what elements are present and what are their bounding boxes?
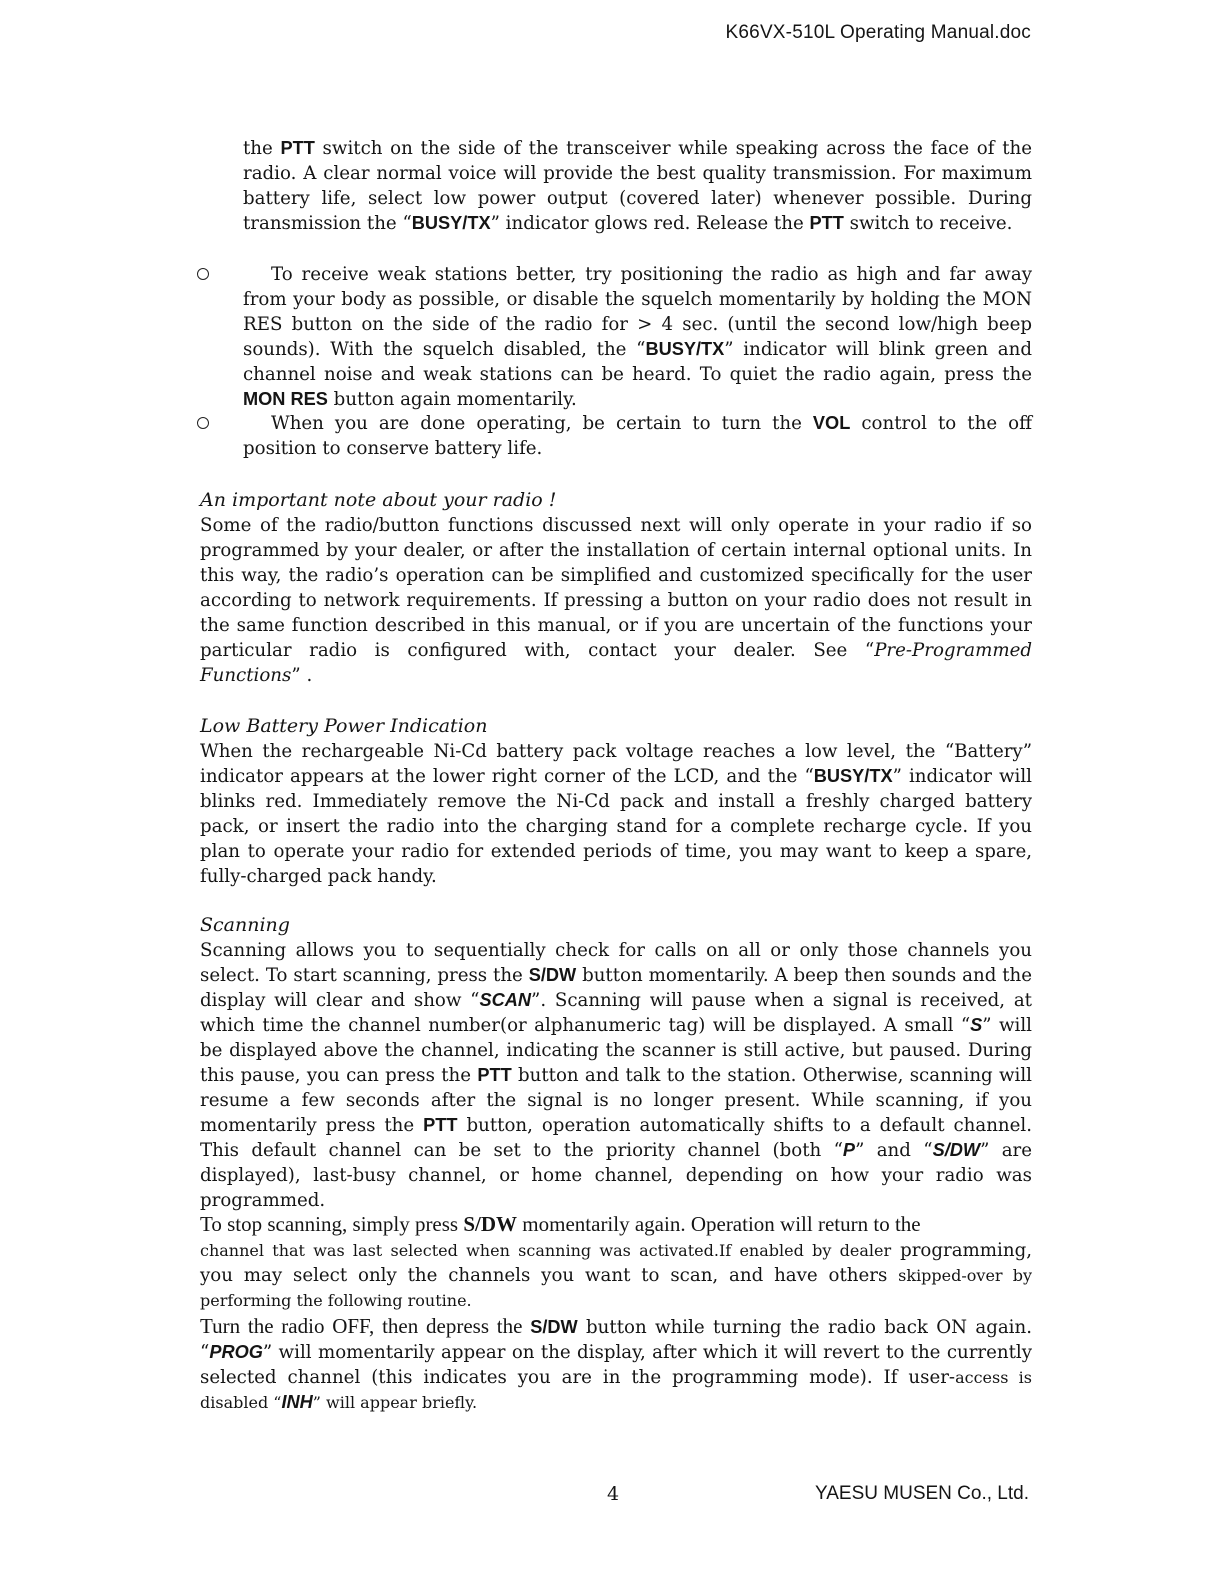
scanning-paragraph: Scanning allows you to sequentially check for calls on all or only those channels you select. To start scanning, press the S/DW button momentarily. A beep then sounds and the display will clear and show “SCAN”. Scanning will pause when a signal is received, at which time the channel number(or alphanumeric tag) will be displayed. A small “S” will be displayed above the channel, indicating the scanner is still active, but paused. During this pause, you can press the PTT button and talk to the station. Otherwise, scanning will resume a few seconds after the signal is no longer present. While scanning, if you momentarily press the PTT button, operation automatically shifts to a default channel. This default channel can be set to the priority channel (both “P” and “S/DW” are displayed), last-busy channel, or home channel, depending on how your radio was programmed. — [200, 940, 1033, 1211]
company-footer: YAESU MUSEN Co., Ltd. — [815, 1483, 1029, 1504]
bullet-item-weak-stations: To receive weak stations better, try positioning the radio as high and far away from your body as possible, or disable the squelch momentarily by holding the MON RES button on the side of the radio for > 4 sec. (until the second low/high beep sounds). With the squelch disabled, the “BUSY/TX” indicator will blink green and channel noise and weak stations can be heard. To quiet the radio again, press the MON RES button again momentarily. — [243, 262, 1032, 412]
intro-paragraph: the PTT switch on the side of the transceiver while speaking across the face of the radio. A clear normal voice will provide the best quality transmission. For maximum battery life, select low power output (covered later) whenever possible. During transmission the “BUSY/TX” indicator glows red. Release the PTT switch to receive. — [243, 138, 1032, 234]
important-note-paragraph: Some of the radio/button functions discussed next will only operate in your radio if so programmed by your dealer, or after the installation of certain internal optional units. In this way, the radio’s operation can be simplified and customized specifically for the user according to network requirements. If pressing a button on your radio does not result in the same function described in this manual, or if you are uncertain of the functions your particular radio is configured with, contact your dealer. See “Pre-Programmed Functions” . — [200, 515, 1032, 686]
circle-bullet-icon — [197, 268, 209, 280]
low-battery-paragraph: When the rechargeable Ni-Cd battery pack voltage reaches a low level, the “Battery” indicator appears at the lower right corner of the LCD, and the “BUSY/TX” indicator will blinks red. Immediately remove the Ni-Cd pack and install a freshly charged battery pack, or insert the radio into the charging stand for a complete recharge cycle. If you plan to operate your radio for extended periods of time, you may want to keep a spare, fully-charged pack handy. — [200, 741, 1032, 887]
page-number: 4 — [607, 1483, 620, 1505]
section-heading-important-note: An important note about your radio ! — [200, 489, 557, 511]
document-header: K66VX-510L Operating Manual.doc — [725, 22, 1031, 43]
stop-scanning-paragraph: To stop scanning, simply press S/DW momentarily again. Operation will return to the channel that was last selected when scanning was activated.If enabled by dealer programming, you may select only the channels you want to scan, and have others skipped-over by performing the following routine. — [200, 1212, 1033, 1310]
programming-routine-paragraph: Turn the radio OFF, then depress the S/DW button while turning the radio back ON again. “PROG” will momentarily appear on the display, after which it will revert to the currently selected channel (this indicates you are in the programming mode). If user-access is disabled “INH” will appear briefly. — [200, 1314, 1032, 1412]
section-heading-scanning: Scanning — [200, 914, 290, 936]
section-heading-low-battery: Low Battery Power Indication — [200, 715, 488, 737]
bullet-item-done-operating: When you are done operating, be certain to turn the VOL control to the off position to conserve battery life. — [243, 411, 1032, 461]
circle-bullet-icon — [197, 417, 209, 429]
